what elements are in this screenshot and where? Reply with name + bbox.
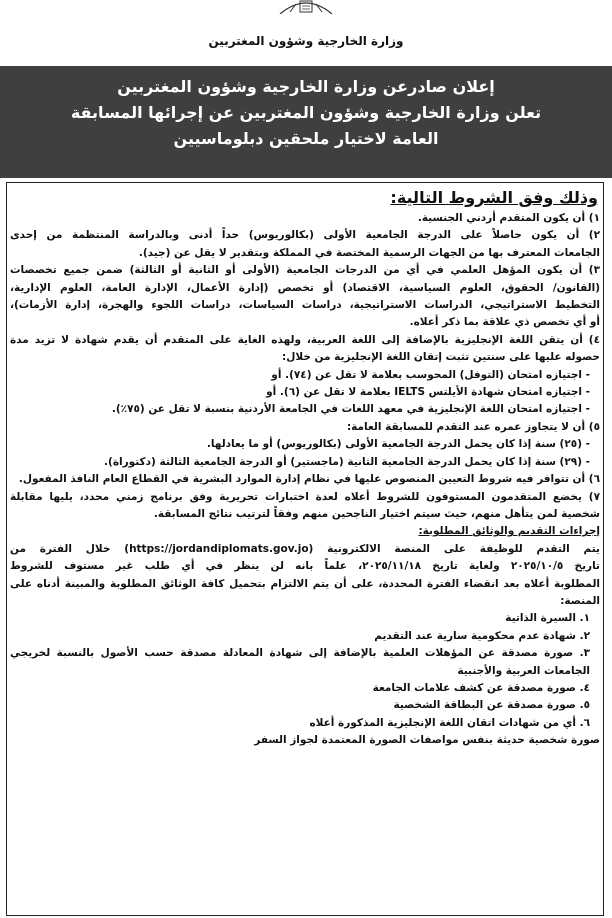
condition-line: ٧) يخضع المتقدمون المستوفون للشروط أعلاه لعدة اختبارات تحريرية وفق برنامج زمني محدد، يليها مقابلة [10,490,600,503]
condition-line: شخصية لمن يتأهل منهم، حيث سيتم اختيار الناجحين منهم وفقاً لترتيب نتائج المسابقة. [153,507,600,520]
condition-line: حصوله عليها على سنتين تثبت إتقان اللغة الإنجليزية من خلال: [282,351,600,364]
condition-line: - اجتيازه امتحان (التوفل) المحوسب بعلامة لا تقل عن (٧٤). أو [271,368,590,381]
document-item: ٤. صورة مصدقة عن كشف علامات الجامعة [372,681,590,694]
condition-line: ٣) أن يكون المؤهل العلمي في أي من الدرجات الجامعية (الأولى أو الثانية أو الثالثة) ضمن جميع تخصصات [10,264,600,277]
document-item: ٣. صورة مصدقة عن المؤهلات العلمية بالإضافة إلى شهادة المعادلة مصدقة حسب الأصول بالنسبة لخريجي [10,647,590,660]
banner-line-2: تعلن وزارة الخارجية وشؤون المغتربين عن إجرائها المسابقة [70,103,542,122]
procedures-heading: إجراءات التقديم والوثائق المطلوبة: [418,525,600,538]
procedure-line: تاريخ ٢٠٢٥/١٠/٥ ولغاية تاريخ ٢٠٢٥/١١/١٨، علماً بانه لن ينظر في أي طلب غير مستوف للشروط [10,560,600,573]
condition-line: - اجتيازه امتحان اللغة الإنجليزية في معهد اللغات في الجامعة الأردنية بنسبة لا تقل عن (٧٥٪). [111,403,590,416]
condition-line: (القانون/ الحقوق، العلوم السياسية، الاقتصاد) أو تخصص (إدارة الأعمال، الإدارة العامة، العلوم الإدارية، [10,281,600,294]
banner-line-1: إعلان صادرعن وزارة الخارجية وشؤون المغتربين [117,77,495,96]
announcement-body [10,210,600,750]
condition-line: ٦) أن تتوافر فيه شروط التعيين المنصوص عليها في نظام إدارة الموارد البشرية في القطاع العام النافذ المفعول. [18,473,600,486]
condition-line: أو أي تخصص ذي علاقة بما ذكر أعلاه. [409,316,600,329]
document-item: ٥. صورة مصدقة عن البطاقة الشخصية [393,699,590,712]
document-item: الجامعات العربية والأجنبية [457,664,590,677]
condition-line: ٤) أن يتقن اللغة الإنجليزية بالإضافة إلى اللغة العربية، ولهذه الغاية على المتقدم أن يقدم شهادة لا تزيد مدة [10,333,600,346]
coat-of-arms-icon [276,0,336,14]
condition-line: - اجتيازه امتحان شهادة الأيلتس IELTS بعلامة لا تقل عن (٦). أو [266,386,590,399]
ministry-name: وزارة الخارجية وشؤون المغتربين [208,34,404,48]
procedure-line: المنصة: [560,594,600,607]
emblem-area [0,0,612,14]
document-item: ٢. شهادة عدم محكومية سارية عند التقديم [374,629,590,642]
document-item: صورة شخصية حديثة بنفس مواصفات الصورة المعتمدة لجواز السفر [254,734,600,747]
condition-line: ١) أن يكون المتقدم أردني الجنسية. [417,212,600,224]
condition-line: الجامعات المعترف بها من الجهات الرسمية المختصة في المملكة وبتقدير لا يقل عن (جيد). [138,246,600,259]
condition-line: - (٢٥) سنة إذا كان يحمل الدرجة الجامعية الأولى (بكالوريوس) أو ما يعادلها. [206,438,590,451]
conditions-heading: وذلك وفق الشروط التالية: [390,188,598,207]
document-item: ٦. أي من شهادات اتقان اللغة الإنجليزية المذكورة أعلاه [309,716,590,729]
procedure-line: يتم التقدم للوظيفة على المنصة الالكترونية (https://jordandiplomats.gov.jo) خلال الفترة من [10,542,600,555]
procedure-line: المطلوبة أعلاه بعد انقضاء الفترة المحددة، على أن يتم الالتزام بتحميل كافة الوثائق المطلوبة والمبينة أدناه على [10,577,600,590]
condition-line: ٥) أن لا يتجاوز عمره عند التقدم للمسابقة العامة: [346,420,600,433]
condition-line: ٢) أن يكون حاصلاً على الدرجة الجامعية الأولى (بكالوريوس) حداً أدنى وبالدراسة المنتظمة من إحدى [10,229,600,242]
banner-line-3: العامة لاختيار ملحقين دبلوماسيين [173,129,439,148]
condition-line: التخطيط الاستراتيجي، الدراسات الاستراتيجية، دراسات السياسات، دراسات اللجوء والهجرة، إدارة الأزمات)، [10,299,600,312]
condition-line: - (٢٩) سنة إذا كان يحمل الدرجة الجامعية الثانية (ماجستير) أو الدرجة الجامعية الثالثة (دكتوراة). [104,455,590,468]
document-item: ١. السيرة الذاتية [505,612,590,625]
announcement-banner [0,66,612,178]
